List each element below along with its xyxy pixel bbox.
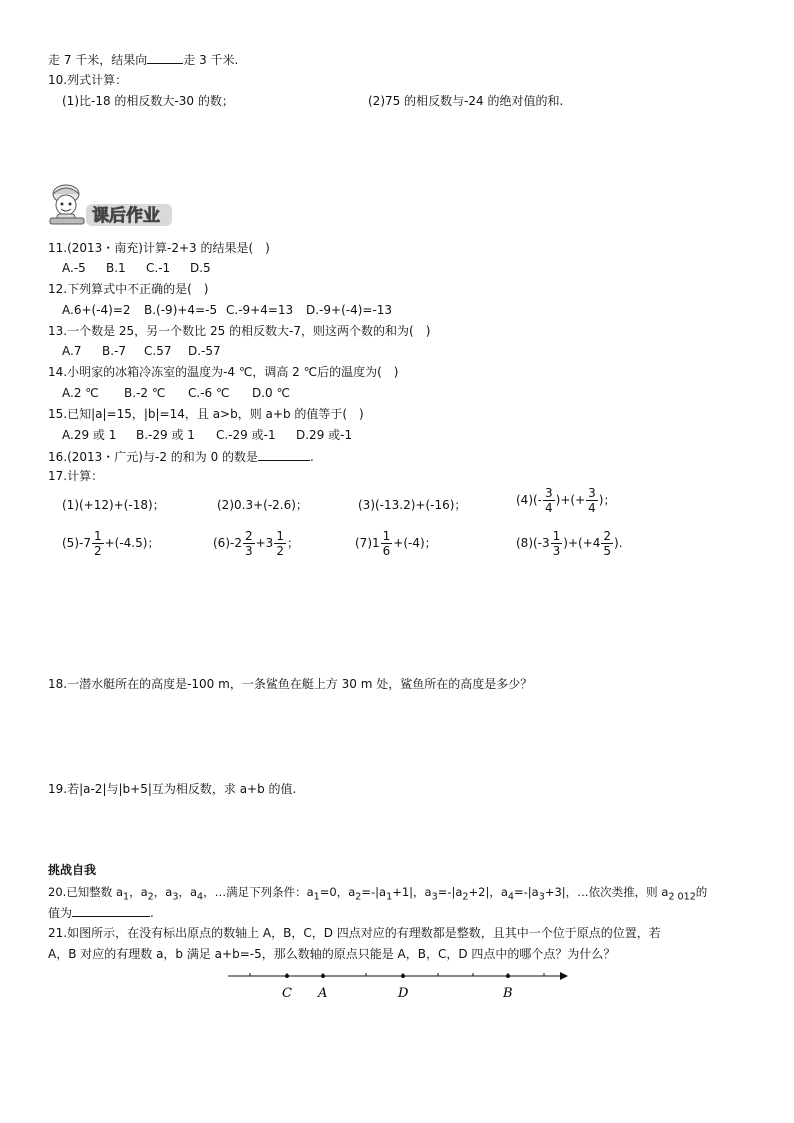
q20-stem-line2: 值为 . <box>48 906 154 920</box>
point-d <box>401 974 405 978</box>
point-a <box>321 974 325 978</box>
q21-stem-line2: A，B 对应的有理数 a，b 满足 a+b=-5，那么数轴的原点只能是 A，B，C，D 四点中的哪个点？为什么？ <box>48 947 616 961</box>
option-d: D.0 ℃ <box>252 386 290 400</box>
q17-item5: (5)-7 $\frac{1}{2}$ +(-4.5)； <box>62 529 160 558</box>
q13-options <box>62 343 221 359</box>
q10-part2: (2)75 的相反数与-24 的绝对值的和. <box>368 94 564 108</box>
answer-blank <box>72 904 150 917</box>
q17-item7: (7)1 $\frac{1}{6}$ +(-4)； <box>355 529 437 558</box>
svg-text:课后作业: 课后作业 <box>92 206 160 226</box>
fraction: $\frac{1}{2}$ <box>276 529 284 558</box>
fraction: $\frac{1}{6}$ <box>382 529 391 558</box>
challenge-heading: 挑战自我 <box>48 863 97 877</box>
q17-item3: (3)(-13.2)+(-16)； <box>358 498 467 512</box>
option-a: A.-5 <box>62 261 86 275</box>
homework-banner <box>48 180 174 228</box>
q10-part1: (1)比-18 的相反数大-30 的数； <box>62 94 234 108</box>
q14-options <box>62 385 290 401</box>
option-c: C.-9+4=13 <box>226 303 294 317</box>
option-b: B.-7 <box>102 344 127 358</box>
label-a: A <box>318 986 328 1001</box>
point-b <box>506 974 510 978</box>
fraction: $\frac{1}{2}$ <box>93 529 102 558</box>
q17-item6: (6)-2 $\frac{2}{3}$ +3 $\frac{1}{2}$ ； <box>213 529 299 558</box>
q18-stem: 18.一潜水艇所在的高度是-100 m，一条鲨鱼在艇上方 30 m 处，鲨鱼所在的高度是多少？ <box>48 677 533 691</box>
fraction: $\frac{3}{4}$ <box>588 486 596 515</box>
q17-item8: (8)(-3 $\frac{1}{3}$ )+(+4 $\frac{2}{5}$ ). <box>516 529 623 558</box>
fraction: $\frac{2}{5}$ <box>603 529 612 558</box>
option-a: A.6+(-4)=2 <box>62 303 131 317</box>
number-line-diagram <box>226 968 572 1004</box>
option-d: D.-9+(-4)=-13 <box>306 303 393 317</box>
q17-item2: (2)0.3+(-2.6)； <box>217 498 308 512</box>
option-b: B.-29 或 1 <box>136 428 195 442</box>
fraction: $\frac{2}{3}$ <box>244 529 253 558</box>
q11-options <box>62 260 211 276</box>
q9-tail: 走 7 千米，结果向 走 3 千米. <box>48 53 239 67</box>
q13-stem: 13.一个数是 25，另一个数比 25 的相反数大-7，则这两个数的和为( ) <box>48 324 431 338</box>
fraction: $\frac{1}{3}$ <box>552 529 561 558</box>
q15-options <box>62 427 352 443</box>
answer-blank <box>147 51 183 64</box>
option-d: D.29 或-1 <box>296 428 353 442</box>
arrow-icon <box>560 972 568 980</box>
q21-stem-line1: 21.如图所示，在没有标出原点的数轴上 A，B，C，D 四点对应的有理数都是整数，且其中一个位于原点的位置，若 <box>48 926 661 940</box>
option-a: A.29 或 1 <box>62 428 117 442</box>
q16-stem: 16.(2013・广元)与-2 的和为 0 的数是 . <box>48 450 314 464</box>
q12-options <box>62 302 392 318</box>
label-c: C <box>282 986 292 1001</box>
q12-stem: 12.下列算式中不正确的是( ) <box>48 282 209 296</box>
fraction: $\frac{3}{4}$ <box>545 486 553 515</box>
label-b: B <box>503 986 513 1001</box>
option-c: C.57 <box>144 344 172 358</box>
q17-item4: (4)(- $\frac{3}{4}$ )+(+ $\frac{3}{4}$ )； <box>516 486 616 515</box>
option-c: C.-1 <box>146 261 171 275</box>
answer-blank <box>258 448 310 461</box>
option-b: B.(-9)+4=-5 <box>144 303 218 317</box>
q19-stem: 19.若|a-2|与|b+5|互为相反数，求 a+b 的值. <box>48 782 297 796</box>
option-c: C.-6 ℃ <box>188 386 230 400</box>
label-d: D <box>398 986 409 1001</box>
option-c: C.-29 或-1 <box>216 428 276 442</box>
option-b: B.1 <box>106 261 126 275</box>
option-d: D.5 <box>190 261 211 275</box>
q17-item1: (1)(+12)+(-18)； <box>62 498 165 512</box>
q15-stem: 15.已知|a|=15，|b|=14，且 a>b，则 a+b 的值等于( ) <box>48 407 364 421</box>
option-a: A.7 <box>62 344 82 358</box>
option-b: B.-2 ℃ <box>124 386 166 400</box>
q11-stem: 11.(2013・南充)计算-2+3 的结果是( ) <box>48 241 270 255</box>
q10-title: 10.列式计算： <box>48 73 128 87</box>
option-a: A.2 ℃ <box>62 386 99 400</box>
cartoon-boy-icon <box>50 185 84 224</box>
q17-title: 17.计算： <box>48 469 104 483</box>
q14-stem: 14.小明家的冰箱冷冻室的温度为-4 ℃，调高 2 ℃后的温度为( ) <box>48 365 399 379</box>
point-c <box>285 974 289 978</box>
option-d: D.-57 <box>188 344 221 358</box>
q20-stem-line1: 20.已知整数 $a_1$，$a_2$，$a_3$，$a_4$，…满足下列条件：$a_1=0$，$a_2=-|a_1+1|$，$a_3=-|a_2+2|$，$a_4=-|a_3+3|$，…依次类推，则 $a_{2 012}$的 <box>48 885 708 903</box>
